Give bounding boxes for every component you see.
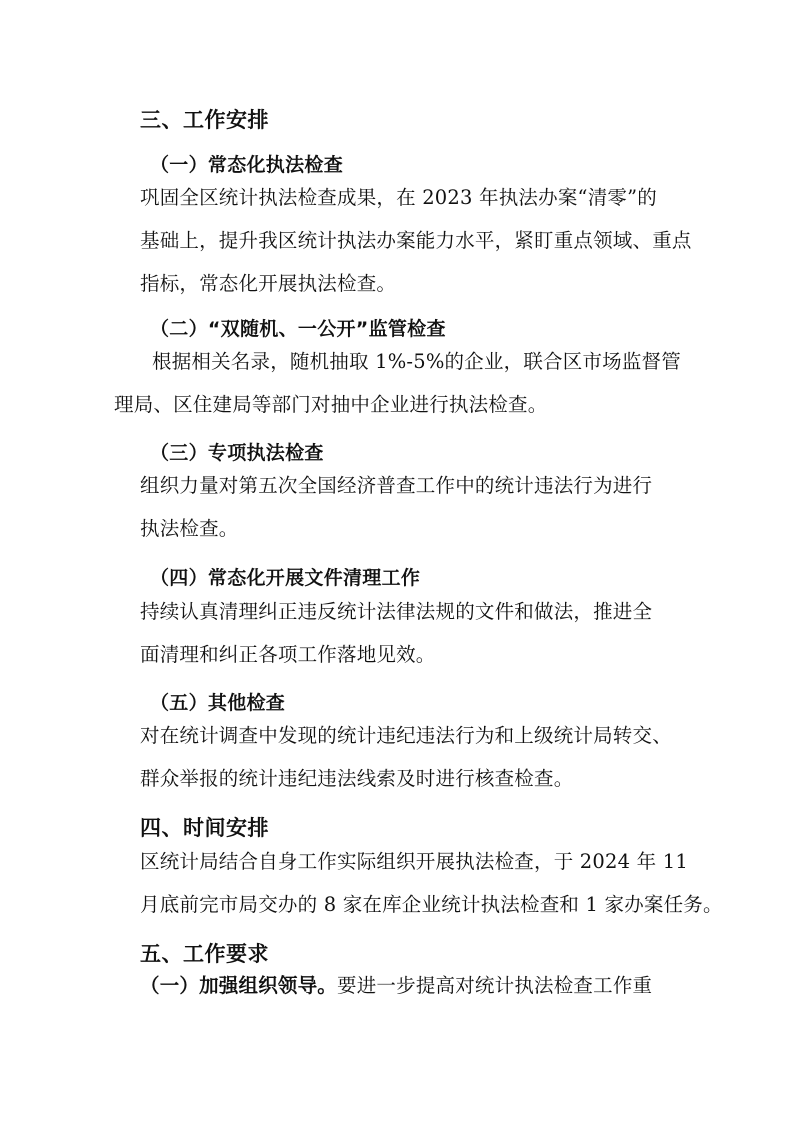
section-3-1-paragraph — [140, 176, 700, 305]
section-3-5-heading: （五）其他检查 — [150, 692, 286, 714]
paragraph-line: 群众举报的统计违纪违法线索及时进行核查检查。 — [140, 767, 574, 790]
paragraph-line: 理局、区住建局等部门对抽中企业进行执法检查。 — [114, 393, 548, 416]
section-4-heading: 四、时间安排 — [140, 816, 269, 840]
paragraph-line: 基础上，提升我区统计执法办案能力水平，紧盯重点领域、重点 — [140, 229, 692, 252]
paragraph-line: 根据相关名录，随机抽取 1%-5%的企业，联合区市场监督管 — [152, 350, 681, 373]
section-3-4-paragraph — [140, 590, 700, 676]
paragraph-line: 执法检查。 — [140, 517, 239, 540]
section-5-1-text: 要进一步提高对统计执法检查工作重 — [337, 974, 653, 997]
paragraph-line: 面清理和纠正各项工作落地见效。 — [140, 643, 436, 666]
section-3-1-heading: （一）常态化执法检查 — [150, 154, 344, 176]
paragraph-line: 区统计局结合自身工作实际组织开展执法检查，于 2024 年 11 — [140, 850, 688, 873]
paragraph-line: 组织力量对第五次全国经济普查工作中的统计违法行为进行 — [140, 474, 653, 497]
section-5-1-paragraph — [140, 964, 700, 1007]
paragraph-line: 对在统计调查中发现的统计违纪违法行为和上级统计局转交、 — [140, 724, 672, 747]
section-3-2-paragraph — [114, 340, 712, 426]
paragraph-line: 指标，常态化开展执法检查。 — [140, 272, 397, 295]
section-5-heading: 五、工作要求 — [140, 942, 269, 966]
section-3-2-heading: （二）“双随机、一公开”监管检查 — [150, 318, 446, 340]
paragraph-line — [140, 964, 700, 1007]
section-3-3-paragraph — [140, 464, 700, 550]
paragraph-line: 月底前完市局交办的 8 家在库企业统计执法检查和 1 家办案任务。 — [140, 893, 723, 916]
section-3-3-heading: （三）专项执法检查 — [150, 442, 324, 464]
section-3-heading: 三、工作安排 — [140, 108, 269, 132]
section-4-paragraph — [140, 840, 723, 926]
section-3-4-heading: （四）常态化开展文件清理工作 — [150, 567, 421, 589]
section-3-5-paragraph — [140, 714, 700, 800]
paragraph-line: 巩固全区统计执法检查成果，在 2023 年执法办案“清零”的 — [140, 186, 657, 209]
paragraph-line: 持续认真清理纠正违反统计法律法规的文件和做法，推进全 — [140, 600, 653, 623]
section-5-1-lead: （一）加强组织领导。 — [140, 974, 338, 997]
